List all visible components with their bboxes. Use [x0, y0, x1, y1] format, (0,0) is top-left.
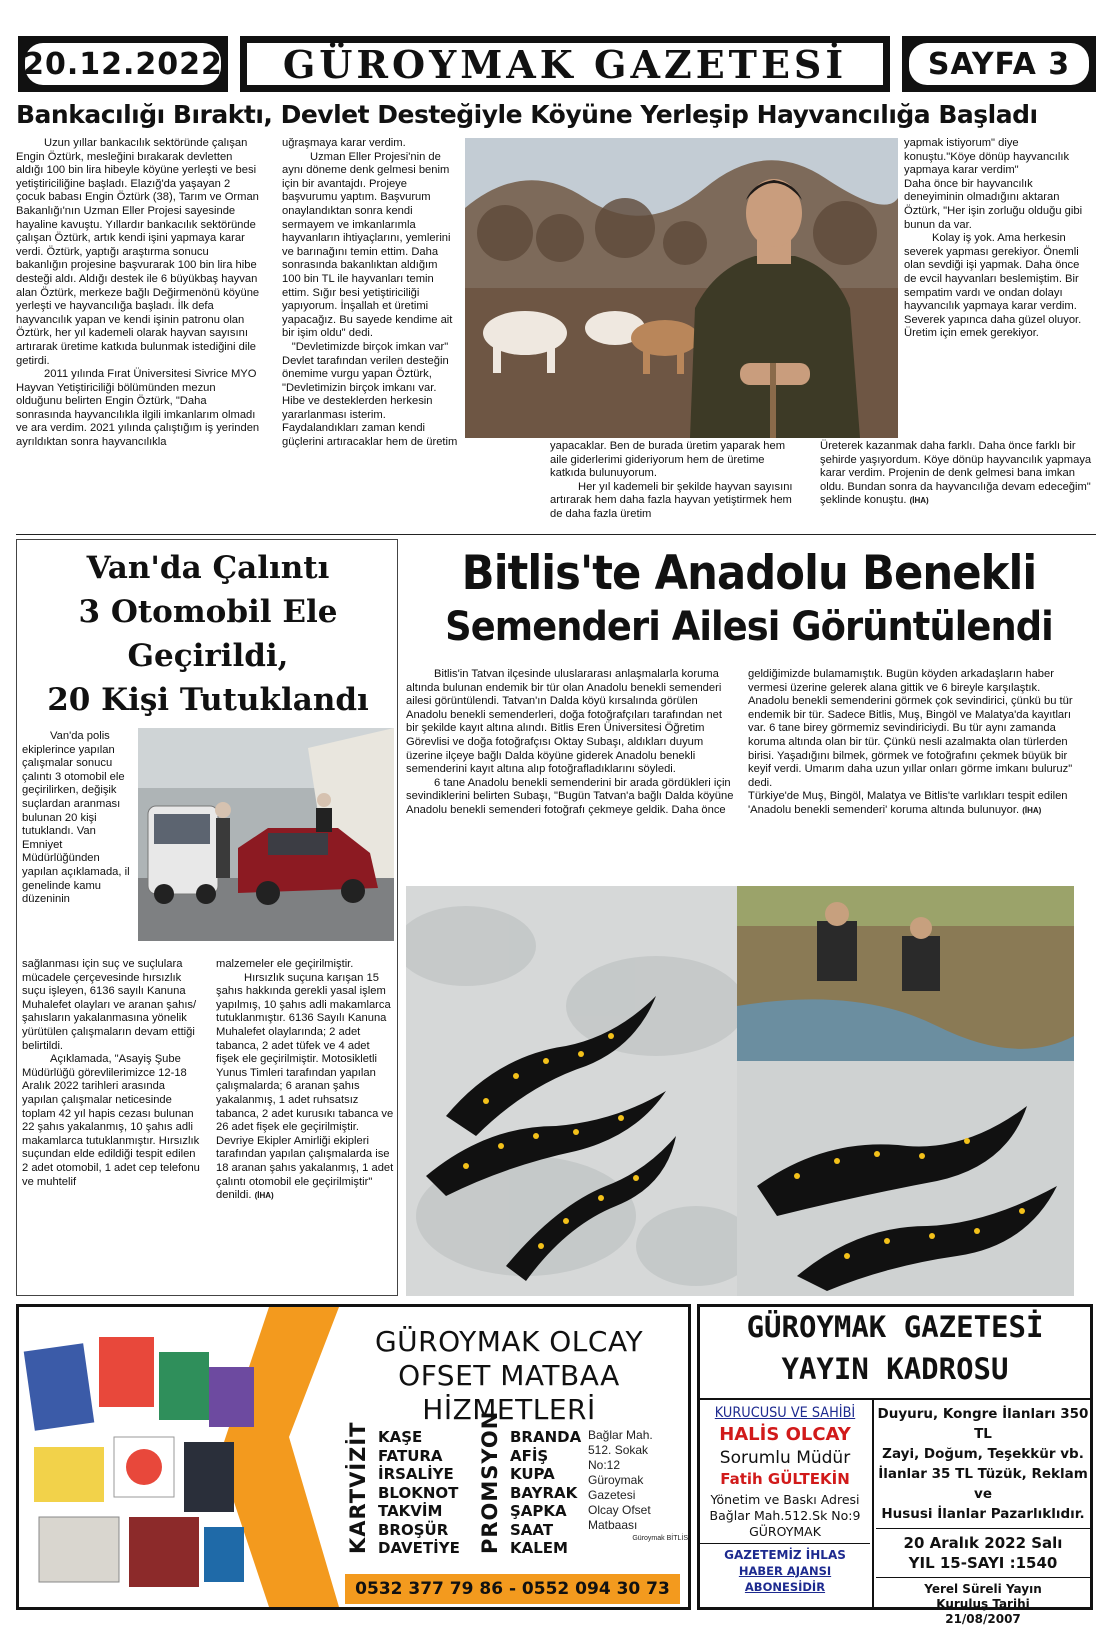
ad-category-promotion: PROMSYON: [478, 1410, 502, 1554]
story2-column-1a: [22, 730, 134, 907]
ad-price-line: Zayi, Doğum, Teşekkür vb.: [882, 1446, 1084, 1462]
story1-column-4: [898, 137, 1092, 341]
story1-column-1: [16, 137, 260, 450]
paragraph-text: Türkiye'de Muş, Bingöl, Malatya ve Bitlis'te varlıkları tespit edilen 'Anadolu benekli semenderi' koruma altında bulunuyor.: [748, 790, 1068, 816]
photo-illustration: [406, 886, 737, 1296]
story1-column-2: [282, 137, 458, 450]
headline-line: Bitlis'te Anadolu Benekli: [461, 546, 1037, 601]
paragraph: Açıklamada, "Asayiş Şube Müdürlüğü görevlilerimizce 12-18 Aralık 2022 tarihleri arasında yapılan çalışmalar neticesinde toplam 42 yıl hapis cezası bulunan 22 şahıs yakalanmış, 10 şahıs adli makamlarca tutuklanmıştır. Hırsızlık suçundan elde edildiği tespit edilen 2 adet otomobil, 1 adet cep telefonu ve muhtelif: [22, 1053, 200, 1188]
ad-phone-numbers: 0532 377 79 86 - 0552 094 30 73: [345, 1574, 680, 1604]
ad-service-item: ŞAPKA: [510, 1502, 567, 1520]
photo-illustration: [465, 138, 898, 438]
ad-service-item: KALEM: [510, 1539, 568, 1557]
staff-title-line: YAYIN KADROSU: [781, 1352, 1009, 1386]
founder-label: KURUCUSU VE SAHİBİ: [714, 1405, 856, 1421]
ad-service-item: BROŞÜR: [378, 1520, 449, 1539]
story2-column-1b: [22, 958, 204, 1189]
newspaper-title: GÜROYMAK GAZETESİ: [247, 43, 883, 85]
paragraph: 6 tane Anadolu benekli semenderini bir arada gördükleri için sevindiklerini belirten Subaşı, "Bugün Tatvan'a bağlı Dalda köyüne Anadolu benekli semenderi fotoğrafı çekmeye geldik. Daha önce: [406, 776, 734, 816]
ad-price-line: İlanlar 35 TL Tüzük, Reklam ve: [878, 1466, 1088, 1502]
paragraph: Daha önce bir hayvancılık deneyiminin olmadığını aktaran Öztürk, "Her işin zorluğu olduğu gibi bunun da var.: [904, 177, 1083, 231]
ad-address-line: Matbaası: [588, 1518, 638, 1532]
story3-headline: [404, 546, 1094, 652]
editor-name: Fatih GÜLTEKİN: [720, 1470, 850, 1488]
photo-illustration: [737, 886, 1074, 1296]
newspaper-title-box: [240, 36, 890, 92]
ad-service-item: SAAT: [510, 1520, 554, 1539]
ad-category-business-cards: KARTVİZİT: [346, 1421, 370, 1554]
story2-intro-text: Van'da polis ekiplerince yapılan çalışmalar sonucu çalıntı 3 otomobil ele geçirilirken, değişik suçlardan aranması bulunan 20 kişi tutuklandı. Van Emniyet Müdürlüğünden yapılan açıklamada, il genelinde kamu düzeninin: [22, 730, 130, 906]
ad-title: [331, 1325, 687, 1427]
paragraph: [216, 972, 394, 1203]
paragraph: malzemeler ele geçirilmiştir.: [216, 958, 354, 970]
paragraph: Uzman Eller Projesi'nin de aynı döneme denk gelmesi benim için bir avantajdı. Projeye başvurumu yaptım. Başvurum onaylandıktan sonra kendi sermayem ve imkanlarımla hayvanların ihtiyaçlarını, yemlerini ve barınağını temin ettim. Daha sonrasında bakanlıktan aldığım 100 bin TL ile hayvanları temin ettim. Sığır besi yetiştiriciliği yapıyorum. İnşallah et üretimi yapacağız. Bu sayede kendime ait bir işim oldu" dedi.: [282, 150, 453, 340]
story2-headline: [22, 546, 394, 722]
story2-column-2: [216, 958, 394, 1203]
news-source: (İHA): [909, 496, 929, 506]
paragraph: yapmak istiyorum" diye konuştu."Köye dönüp hayvancılık yapmaya karar verdim": [904, 137, 1070, 177]
paragraph-text: Hırsızlık suçuna karışan 15 şahıs hakkında gerekli yasal işlem yapılmış, 10 şahıs adli makamlarca tutuklanmıştır. 6136 Sayılı Kanuna Muhalefet olaylarında; 2 adet tabanca, 2 adet tüfek ve 4 adet fişek ele geçirilmiştir. Motosikletli Yunus Timleri tarafından yapılan çalışmalarda; 6 aranan şahıs yakalanmış, 1 adet ruhsatsız tabanca, 2 adet kurusıkı tabanca ve 26 adet fişek ele geçirilmiştir. Devriye Ekipler Amirliği ekipleri tarafından yapılan çalışmalarda ise 18 aranan şahıs yakalanmış, 1 adet çalıntı otomobil ele geçirilmiştir" denildi.: [216, 971, 394, 1202]
paragraph: [820, 440, 1092, 508]
ad-title-line: GÜROYMAK OLCAY: [374, 1325, 644, 1358]
address-city: GÜROYMAK: [749, 1524, 821, 1539]
ad-service-item: BAYRAK: [510, 1483, 578, 1502]
staff-box-title: [700, 1306, 1090, 1390]
paragraph: Devlet tarafından verilen desteğin önemime vurgu yapan Öztürk, "Devletimizin birçok imkanı var. Hibe ve desteklerden herkesin yararlanması isterim. Faydalandıkları zaman kendi güçlerini artıracaklar hem de üretim: [282, 354, 458, 449]
story1-headline: Bankacılığı Bıraktı, Devlet Desteğiyle Köyüne Yerleşip Hayvancılığa Başladı: [16, 100, 1038, 129]
ad-address-line: No:12: [588, 1458, 621, 1472]
closing-paragraph-text: Üreterek kazanmak daha farklı. Daha önce farklı bir şehirde yaşıyordum. Köye dönüp hayvancılık yapmaya karar verdim. Projenin de denk gelmesi bana imkan oldu. Bundan sonra da hayvancılığa devam edeceğim" şeklinde konuştu.: [820, 440, 1092, 507]
farmer-with-cattle-photo: [465, 138, 898, 438]
ad-title-line: OFSET MATBAA: [398, 1359, 620, 1392]
ad-price-line: Hususi İlanlar Pazarlıklıdır.: [881, 1506, 1085, 1522]
paragraph: Kolay iş yok. Ama herkesin severek yapması gerekiyor. Önemli olan sevdiği işi yapmak. Daha önce de evcil hayvanları beslemiştim. Bir sempatim vardı ve ondan dolayı hayvancılık yapmaya karar verdim. Severek yapınca daha güzel oluyor. Üretim için emek gerekiyor.: [904, 232, 1082, 340]
story3-column-2: [748, 668, 1078, 818]
ad-services-list-2: [510, 1428, 581, 1558]
divider: [700, 1543, 870, 1544]
story1-column-3: [550, 440, 800, 522]
ad-service-item: FATURA: [378, 1446, 443, 1465]
subheading: "Devletimizde birçok imkan var": [291, 340, 449, 353]
printed-products-illustration: [19, 1307, 339, 1607]
news-source: (İHA): [1022, 805, 1042, 815]
agency-line-2: HABER AJANSI ABONESİDİR: [738, 1564, 832, 1594]
editor-label: Sorumlu Müdür: [719, 1448, 851, 1468]
ad-service-item: KAŞE: [378, 1428, 423, 1446]
ad-price-line: Duyuru, Kongre İlanları 350 TL: [877, 1406, 1089, 1442]
divider: [872, 1398, 874, 1610]
ad-service-item: TAKVİM: [378, 1502, 443, 1520]
divider: [697, 1398, 1093, 1400]
ad-address-line: Olcay Ofset: [588, 1503, 651, 1517]
ad-services-list-1: [378, 1428, 460, 1558]
masthead: [18, 36, 1096, 98]
story1-column-5: [820, 440, 1092, 508]
ad-logo: Güroymak BİTLİS: [632, 1535, 688, 1542]
ad-address: [588, 1428, 688, 1543]
issue-date-line: 20 Aralık 2022 Salı: [903, 1534, 1063, 1552]
founder-name: HALİS OLCAY: [719, 1424, 851, 1445]
page-number: SAYFA 3: [909, 43, 1089, 85]
ad-title-line: HİZMETLERİ: [422, 1393, 596, 1426]
paragraph: geldiğimizde bulamamıştık. Bugün köyden arkadaşların haber vermesi üzerine gelerek alana gittik ve 6 bireyle karşılaştık. Anadolu benekli semenderini görmek çok sevindirici, çünkü bu tür endemik bir tür. Sadece Bitlis, Muş, Bingöl ve Malatya'da kayıtları var. 6 tane birey görmemiz sevindiriciydi. Bu tür aynı zamanda koruma altında olan bir tür. Çünkü nesli azalmakta olan türlerden birisi. Yaşadığını bilmek, görmek ve fotoğrafını çekmek büyük bir keyif verdi. Umarım daha uzun yıllar onları görme imkanı buluruz" dedi.: [748, 668, 1073, 789]
ad-service-item: BLOKNOT: [378, 1483, 459, 1502]
headline-line: Semenderi Ailesi Görüntülendi: [445, 604, 1053, 650]
paragraph: 2011 yılında Fırat Üniversitesi Sivrice MYO Hayvan Yetiştiriciliği bölümünden mezun olduğunu belirten Engin Öztürk, "Daha sonrasında hayvancılıkla ilgili imkanlarım olmadı ve ara verdim. 2021 yılında çalıştığım iş yerinden ayrıldıktan sonra hayvancılıkla: [16, 368, 260, 449]
periodical-type: Yerel Süreli Yayın: [924, 1582, 1042, 1596]
paragraph: yapacaklar. Ben de burada üretim yaparak hem aile giderlerimi gideriyorum hem de üretime katkıda bulunuyorum.: [550, 440, 786, 480]
headline-line: 3 Otomobil Ele: [78, 594, 338, 630]
issue-date: 20.12.2022: [25, 43, 221, 85]
founded-label: Kuruluş Tarihi: [936, 1597, 1030, 1611]
photographers-and-salamanders-photo: [737, 886, 1074, 1296]
ad-address-line: Güroymak: [588, 1473, 644, 1487]
date-box: [18, 36, 228, 92]
photo-illustration: [138, 728, 394, 941]
agency-line-1: GAZETEMİZ İHLAS: [724, 1548, 846, 1562]
headline-line: Van'da Çalıntı: [86, 550, 330, 586]
staff-title-line: GÜROYMAK GAZETESİ: [746, 1310, 1044, 1344]
news-source: (İHA): [254, 1191, 274, 1201]
ad-service-item: DAVETİYE: [378, 1539, 460, 1557]
paragraph: Bitlis'in Tatvan ilçesinde uluslararası anlaşmalarla koruma altında bulunan endemik bir tür olan Anadolu benekli semenderi ailesi görüntülendi. Tatvan'ın Dalda köyü kırsalında görülen Anadolu benekli semenderleri, doğa fotoğrafçıları tarafından net bir şekilde kayıt altına alındı. Bitlis Eren Üniversitesi Öğretim Görevlisi ve doğa fotoğrafçısı Oktay Subaşı, aldıkları duyum üzerine ilçeye bağlı Dalda köyüne giderek Anadolu benekli semenderini kayıt altına alıp fotoğrafladıklarını söyledi.: [406, 668, 722, 776]
story3-column-1: [406, 668, 736, 818]
ad-service-item: AFİŞ: [510, 1446, 549, 1465]
paragraph: Her yıl kademeli bir şekilde hayvan sayısını artırarak hem daha fazla hayvan yetiştirmek hem de daha fazla üretim: [550, 480, 793, 520]
ad-address-line: 512. Sokak: [588, 1443, 649, 1457]
stolen-cars-photo: [138, 728, 394, 941]
ad-service-item: KUPA: [510, 1465, 555, 1483]
staff-right-column: [876, 1404, 1090, 1627]
divider: [876, 1577, 1090, 1578]
page-number-box: [902, 36, 1096, 92]
founded-date: 21/08/2007: [945, 1612, 1021, 1626]
address-value: Bağlar Mah.512.Sk No:9: [709, 1508, 861, 1523]
headline-line: Geçirildi,: [127, 638, 289, 674]
paragraph: uğraşmaya karar verdim.: [282, 137, 406, 149]
paragraph: [22, 730, 134, 907]
ad-service-item: İRSALİYE: [378, 1465, 454, 1483]
divider: [876, 1528, 1090, 1529]
salamanders-photo: [406, 886, 737, 1296]
issue-number: YIL 15-SAYI :1540: [908, 1554, 1058, 1572]
ad-address-line: Gazetesi: [588, 1488, 636, 1502]
paragraph: sağlanması için suç ve suçlulara mücadele çerçevesinde hırsızlık suçu işleyen, 6136 sayılı Kanuna Muhalefet olayları ve aranan şahıs/şahısların yakalanmasına yönelik yürütülen çalışmaların devam ettiği belirtildi.: [22, 958, 197, 1052]
section-divider: [16, 534, 1096, 535]
ad-address-line: Bağlar Mah.: [588, 1428, 653, 1442]
paragraph: Uzun yıllar bankacılık sektöründe çalışan Engin Öztürk, mesleğini bırakarak devletten aldığı 100 bin lira hibeyle köyüne yerleşti ve besi yetiştiriciliğine başladı. Elazığ'da yaşayan 2 çocuk babası Engin Öztürk (38), Tarım ve Orman Bakanlığı'nın Uzman Eller Projesi sayesinde hayaline kavuştu. Yıllardır bankacılık sektöründe çalışan Öztürk, artık kendi işini yapmaya karar verdi. Öztürk, yaptığı araştırma sonucu bakanlığın projesine başvurarak 100 bin lira hibe desteği aldı. Aldığı destek ile 6 büyükbaş hayvan alan Öztürk, merkeze bağlı Değirmenönü köyüne yerleşti ve hayvancılığa başladı. İlk defa hayvancılık yapan ve kendi işinin patronu olan Öztürk, her yıl kademeli olarak hayvan sayısını artırarak üretime katkıda bulunmak istediğini dile getirdi.: [16, 137, 260, 367]
paragraph: [748, 790, 1078, 817]
ad-service-item: BRANDA: [510, 1428, 582, 1446]
staff-left-column: [700, 1404, 870, 1595]
address-label: Yönetim ve Baskı Adresi: [710, 1492, 860, 1507]
headline-line: 20 Kişi Tutuklandı: [47, 682, 369, 718]
